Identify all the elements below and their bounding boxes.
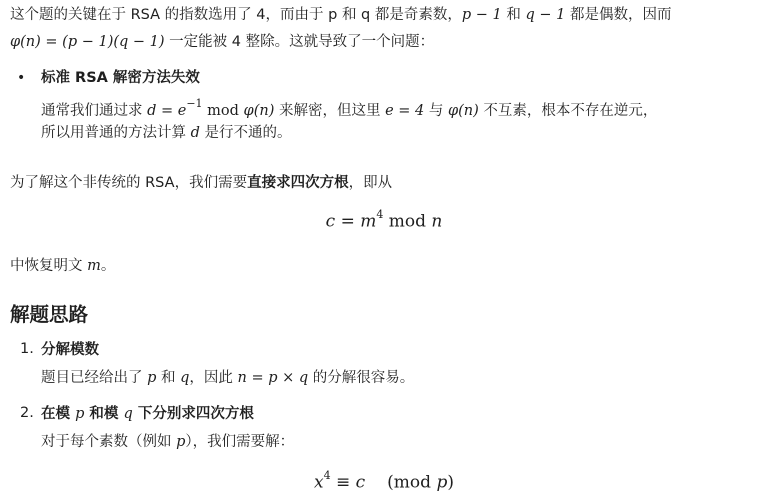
text: 。 [100, 258, 116, 274]
para-3 [10, 256, 115, 276]
math-p: p [176, 434, 186, 450]
text: ），我们需要解： [185, 434, 295, 450]
text: 中恢复明文 [10, 258, 88, 274]
text: 和模 [84, 406, 124, 422]
bullet-title: 标准 RSA 解密方法失效 [41, 70, 200, 86]
text: 通常我们通过求 [41, 102, 148, 119]
para-2 [10, 173, 392, 193]
step-title [41, 404, 254, 424]
text: ，因此 [189, 370, 238, 386]
step-number: 1. [20, 341, 34, 357]
math-sup: −1 [186, 97, 203, 110]
math-phi-n: φ(n) = (p − 1)(q − 1) [10, 34, 165, 50]
text: 对于每个素数（例如 [41, 434, 177, 450]
bullet-line-2 [41, 123, 292, 143]
math-sup: 4 [323, 469, 331, 482]
math-d: d [190, 125, 200, 141]
math-p: p [147, 370, 157, 386]
math-x: x [314, 472, 324, 493]
emphasis-text: 直接求四次方根 [247, 175, 349, 191]
intro-text: 和 [501, 7, 526, 23]
math-n: n [431, 211, 443, 232]
math-n-eq-pq: n = p × q [237, 370, 309, 386]
text: 和 [156, 370, 181, 386]
intro-line-2 [10, 32, 434, 52]
math-mod: mod [383, 211, 432, 232]
math-m: m [87, 258, 101, 274]
equation-1 [0, 210, 768, 232]
math-p-minus-1: p − 1 [461, 7, 502, 23]
math-congruent-c: ≡ c [330, 472, 366, 493]
math-q: q [123, 406, 133, 422]
math-q: q [180, 370, 190, 386]
math-mod: (mod [387, 472, 437, 493]
math-q-minus-1: q − 1 [525, 7, 566, 23]
text: 在模 [41, 406, 76, 422]
text: 题目已经给出了 [41, 370, 148, 386]
math-mod: mod [202, 102, 244, 119]
text: 是行不通的。 [199, 125, 292, 141]
text: 来解密，但这里 [274, 102, 386, 119]
text: ，即从 [348, 175, 393, 191]
section-heading: 解题思路 [10, 303, 89, 326]
math-phi-n: φ(n) [243, 102, 275, 119]
bullet-line-1 [41, 96, 657, 121]
intro-text: 这个题的关键在于 RSA 的指数选用了 4，而由于 p 和 q 都是奇素数， [10, 7, 462, 23]
math-phi-n: φ(n) [447, 102, 479, 119]
step-number: 2. [20, 405, 34, 421]
text: 的分解很容易。 [308, 370, 415, 386]
intro-text: 一定能被 4 整除。这就导致了一个问题： [164, 34, 435, 50]
math-sup: 4 [376, 208, 384, 221]
text: 下分别求四次方根 [132, 406, 254, 422]
intro-line-1 [10, 5, 671, 25]
text: 所以用普通的方法计算 [41, 125, 191, 141]
step-title: 分解模数 [41, 342, 99, 358]
math-paren: ) [447, 472, 454, 493]
math-p: p [75, 406, 85, 422]
equation-2 [0, 471, 768, 493]
math-c-eq-m: c = m [325, 211, 377, 232]
text: 不互素，根本不存在逆元， [478, 102, 658, 119]
math-d-eq-e: d = e [147, 102, 187, 119]
bullet-dot: • [17, 70, 26, 86]
step-body [41, 368, 414, 388]
text: 与 [424, 102, 448, 119]
text: 为了解这个非传统的 RSA，我们需要 [10, 175, 248, 191]
math-p: p [436, 472, 448, 493]
intro-text: 都是偶数，因而 [565, 7, 672, 23]
step-body [41, 432, 294, 452]
math-e-eq-4: e = 4 [385, 102, 425, 119]
